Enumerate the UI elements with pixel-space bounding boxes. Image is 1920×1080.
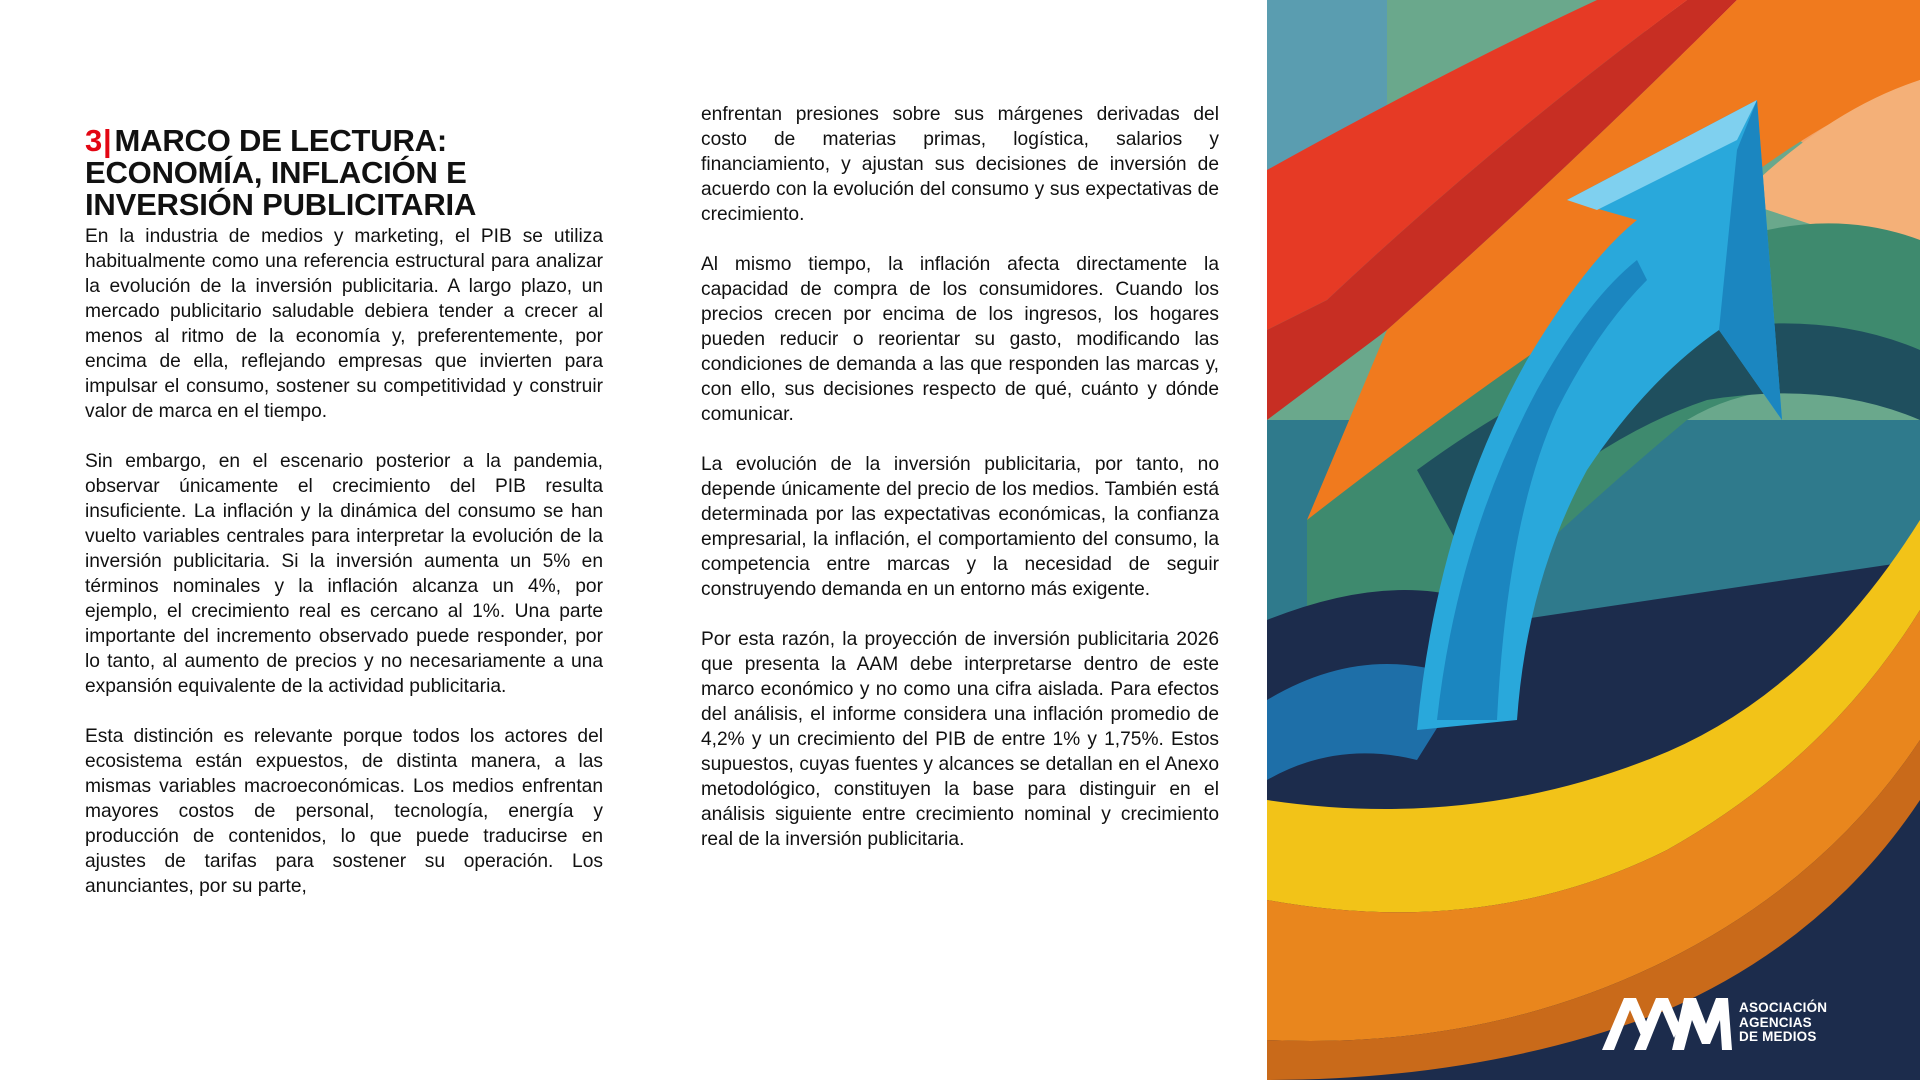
logo-line: ASOCIACIÓN: [1739, 1000, 1828, 1015]
aam-logo-text: [1739, 1001, 1869, 1045]
logo-line: DE MEDIOS: [1739, 1029, 1817, 1044]
section-heading: [85, 122, 605, 222]
decorative-arrow-illustration: [1267, 0, 1920, 1080]
paragraph: enfrentan presiones sobre sus márgenes derivadas del costo de materias primas, logística, salarios y financiamiento, y ajustan sus decisiones de inversión de acuerdo con la evolución del consumo y sus expectativas de crecimiento.: [701, 104, 1219, 225]
aam-logo-mark: [1602, 994, 1732, 1052]
paragraph: Al mismo tiempo, la inflación afecta directamente la capacidad de compra de los consumidores. Cuando los precios crecen por encima de los ingresos, los hogares pueden reducir o reorientar su gasto, modificando las condiciones de demanda a las que responden las marcas y, con ello, sus decisiones respecto de qué, cuánto y dónde comunicar.: [701, 254, 1219, 425]
paragraph: En la industria de medios y marketing, el PIB se utiliza habitualmente como una referencia estructural para analizar la evolución de la inversión publicitaria. A largo plazo, un mercado publicitario saludable debiera tender a crecer al menos al ritmo de la economía y, preferentemente, por encima de ella, reflejando empresas que invierten para impulsar el consumo, sostener su competitividad y construir valor de marca en el tiempo.: [85, 226, 603, 422]
paragraph: La evolución de la inversión publicitaria, por tanto, no depende únicamente del precio de los medios. También está determinada por las expectativas económicas, la confianza empresarial, la inflación, el comportamiento del consumo, la competencia entre marcas y la necesidad de seguir construyendo demanda en un entorno más exigente.: [701, 454, 1219, 600]
section-separator: |: [103, 122, 112, 158]
logo-line: AGENCIAS: [1739, 1014, 1812, 1030]
paragraph: Esta distinción es relevante porque todos los actores del ecosistema están expuestos, de distinta manera, a las mismas variables macroeconómicas. Los medios enfrentan mayores costos de personal, tecnología, energía y producción de contenidos, lo que puede traducirse en ajustes de tarifas para sostener su operación. Los anunciantes, por su parte,: [85, 726, 603, 897]
section-title: MARCO DE LECTURA: ECONOMÍA, INFLACIÓN E INVERSIÓN PUBLICITARIA: [85, 122, 477, 222]
paragraph: Sin embargo, en el escenario posterior a la pandemia, observar únicamente el crecimiento del PIB resulta insuficiente. La inflación y la dinámica del consumo se han vuelto variables centrales para interpretar la evolución de la inversión publicitaria. Si la inversión aumenta un 5% en términos nominales y la inflación alcanza un 4%, por ejemplo, el crecimiento real es cercano al 1%. Una parte importante del incremento observado puede responder, por lo tanto, al aumento de precios y no necesariamente a una expansión equivalente de la actividad publicitaria.: [85, 451, 603, 697]
paragraph: Por esta razón, la proyección de inversión publicitaria 2026 que presenta la AAM debe interpretarse dentro de este marco económico y no como una cifra aislada. Para efectos del análisis, el informe considera una inflación promedio de 4,2% y un crecimiento del PIB de entre 1% y 1,75%. Estos supuestos, cuyas fuentes y alcances se detallan en el Anexo metodológico, constituyen la base para distinguir en el análisis siguiente entre crecimiento nominal y crecimiento real de la inversión publicitaria.: [701, 629, 1219, 850]
text-column-left: [85, 224, 603, 924]
text-column-right: [701, 102, 1219, 877]
aam-logo: [1602, 994, 1862, 1052]
section-number: 3: [85, 122, 103, 158]
